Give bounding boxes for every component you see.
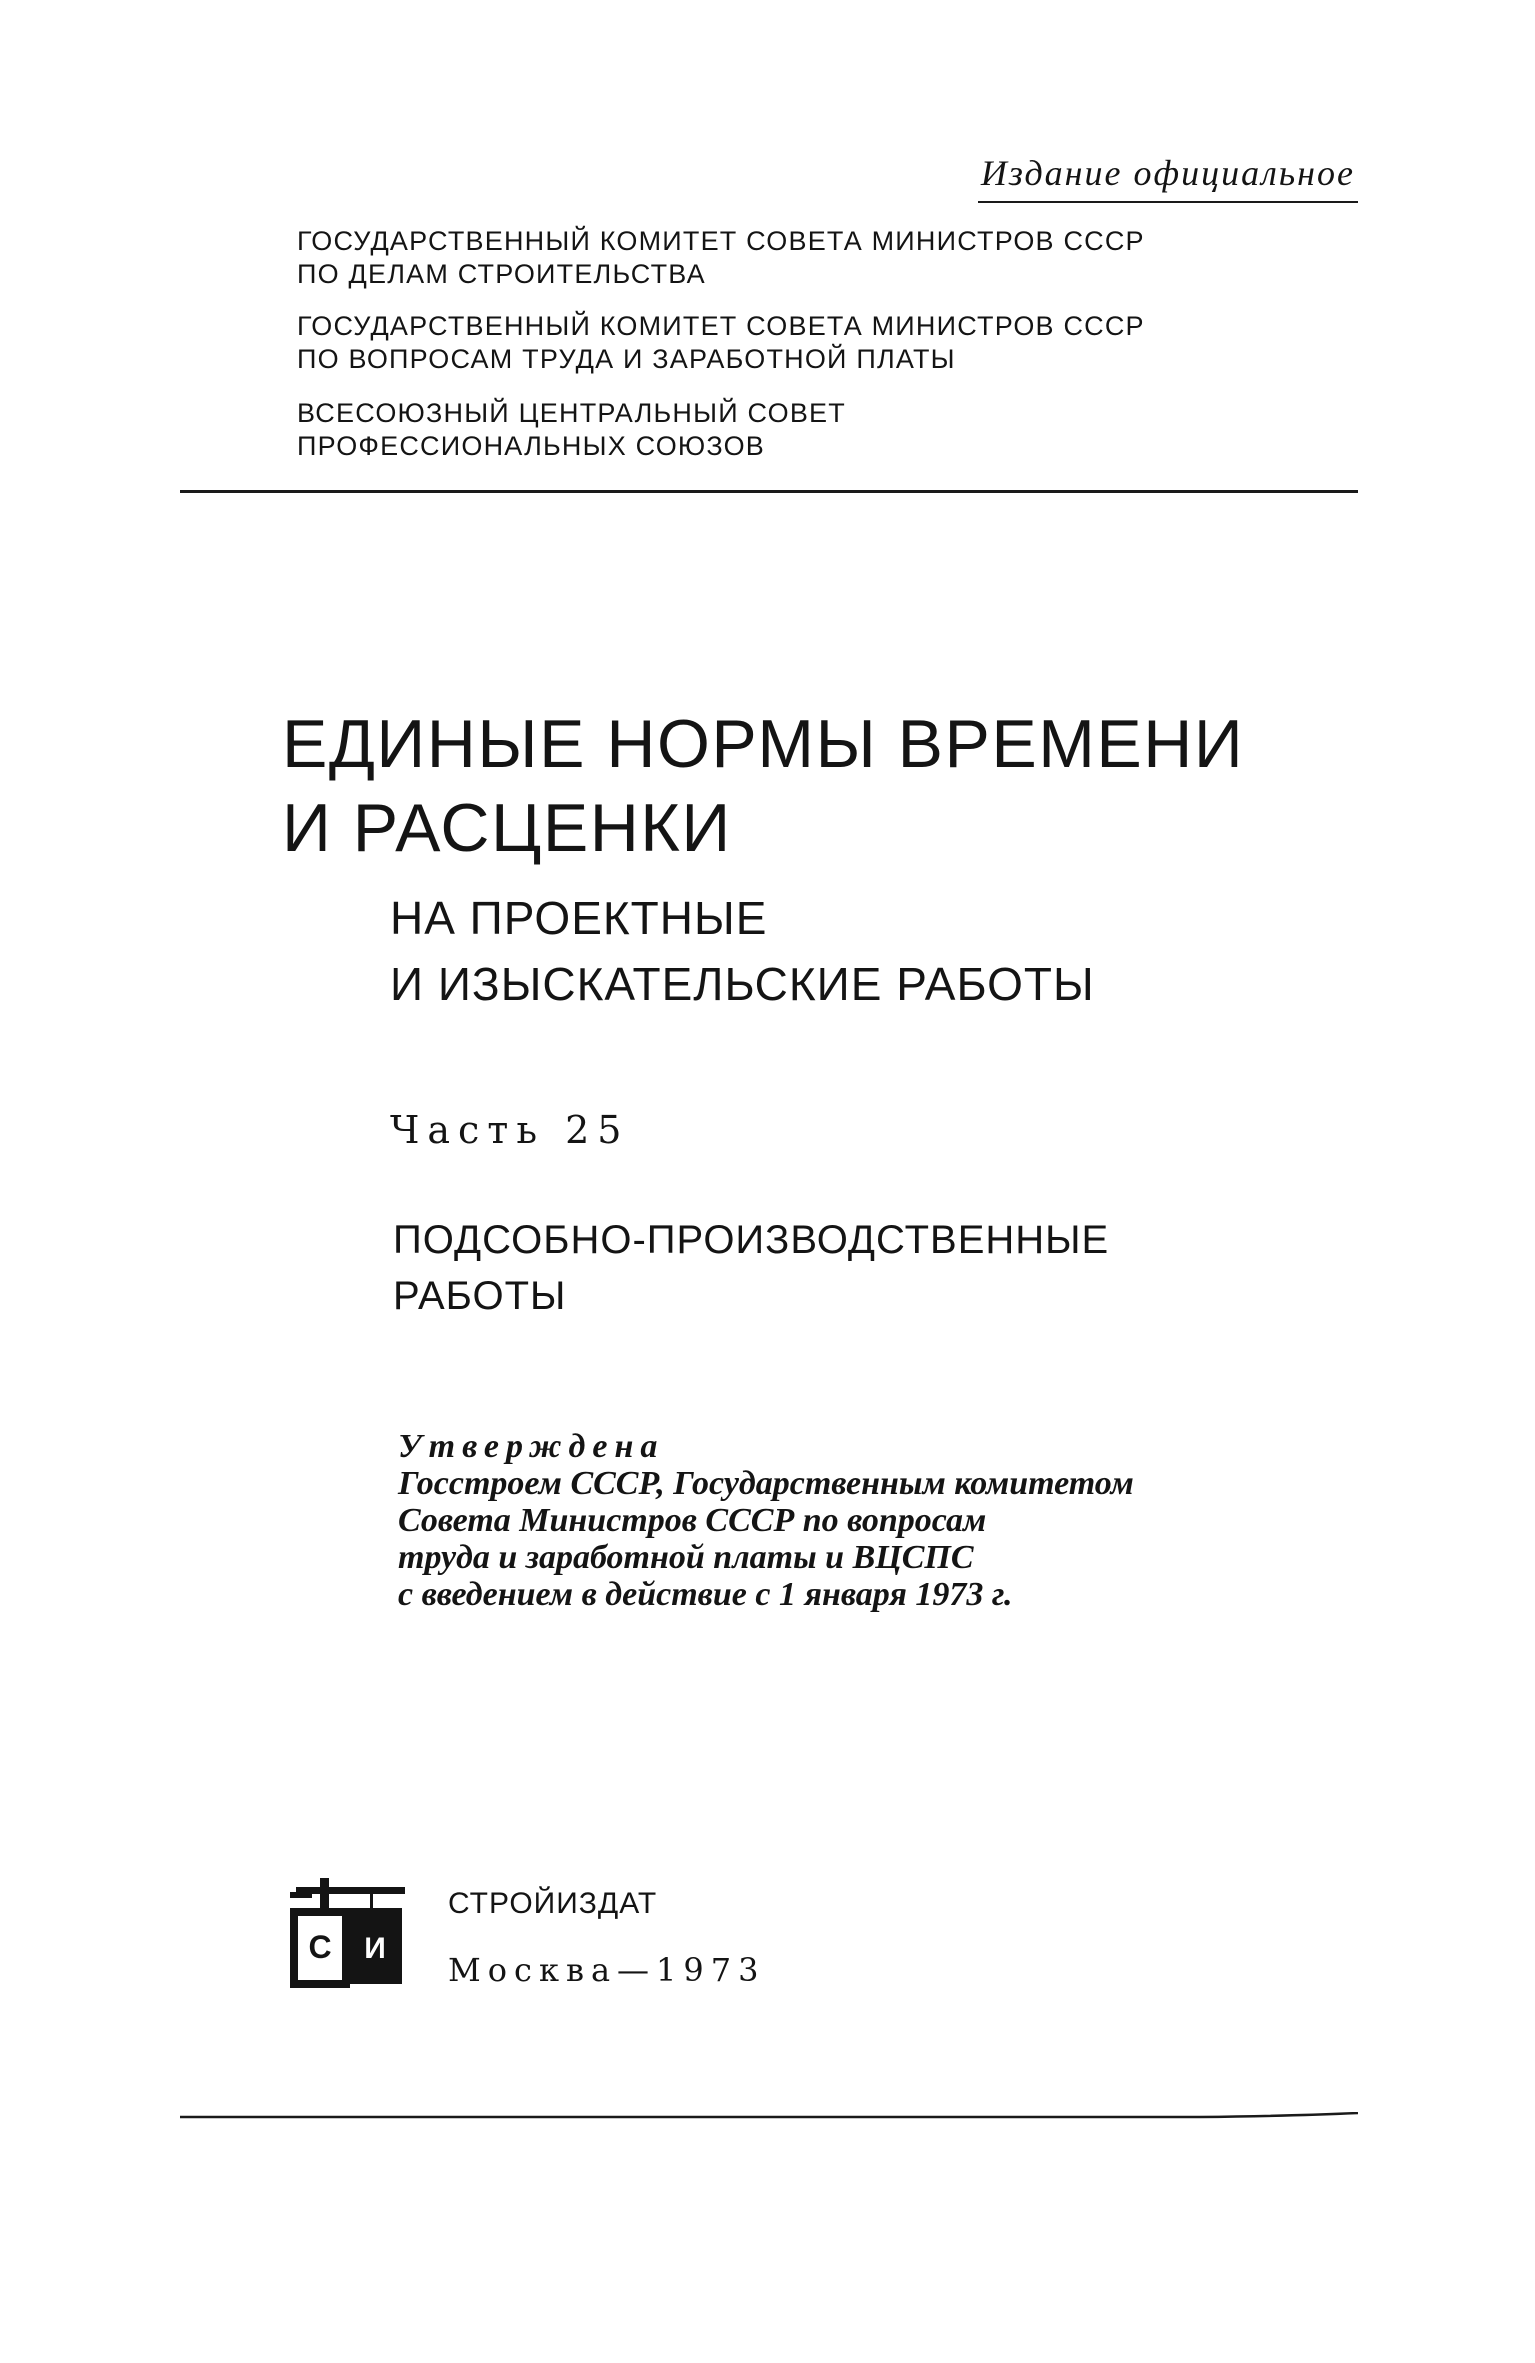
edition-underline xyxy=(978,201,1358,203)
footer-divider xyxy=(180,2112,1358,2120)
section-title-line-2: РАБОТЫ xyxy=(393,1274,567,1318)
approval-block xyxy=(398,1428,1134,1613)
svg-text:И: И xyxy=(364,1932,386,1965)
document-title-line-1: ЕДИНЫЕ НОРМЫ ВРЕМЕНИ xyxy=(282,706,1245,782)
document-subtitle-line-1: НА ПРОЕКТНЫЕ xyxy=(390,892,768,944)
approval-line-2: Совета Министров СССР по вопросам xyxy=(398,1502,987,1539)
publisher-name: СТРОЙИЗДАТ xyxy=(448,1887,658,1920)
organization-3-line-2: ПРОФЕССИОНАЛЬНЫХ СОЮЗОВ xyxy=(297,431,766,461)
header-divider xyxy=(180,490,1358,493)
section-title xyxy=(393,1212,1109,1324)
svg-text:С: С xyxy=(308,1929,332,1965)
edition-label: Издание официальное xyxy=(980,153,1355,193)
document-title xyxy=(282,702,1244,870)
stroyizdat-logo-icon xyxy=(290,1878,405,1988)
organization-2 xyxy=(297,310,1145,376)
document-subtitle-line-2: И ИЗЫСКАТЕЛЬСКИЕ РАБОТЫ xyxy=(390,958,1095,1010)
document-title-line-2: И РАСЦЕНКИ xyxy=(282,790,732,866)
approval-line-4: с введением в действие с 1 января 1973 г. xyxy=(398,1576,1013,1613)
publication-city-year: Москва—1973 xyxy=(448,1951,766,1989)
organization-3-line-1: ВСЕСОЮЗНЫЙ ЦЕНТРАЛЬНЫЙ СОВЕТ xyxy=(297,398,846,428)
organization-1 xyxy=(297,225,1145,291)
part-number: Часть 25 xyxy=(390,1108,630,1152)
document-subtitle xyxy=(390,885,1095,1017)
approval-heading: Утверждена xyxy=(398,1428,665,1465)
organization-1-line-1: ГОСУДАРСТВЕННЫЙ КОМИТЕТ СОВЕТА МИНИСТРОВ СССР xyxy=(297,226,1145,256)
organization-2-line-2: ПО ВОПРОСАМ ТРУДА И ЗАРАБОТНОЙ ПЛАТЫ xyxy=(297,344,956,374)
section-title-line-1: ПОДСОБНО-ПРОИЗВОДСТВЕННЫЕ xyxy=(393,1218,1110,1262)
approval-line-3: труда и заработной платы и ВЦСПС xyxy=(398,1539,974,1576)
organization-1-line-2: ПО ДЕЛАМ СТРОИТЕЛЬСТВА xyxy=(297,259,706,289)
approval-line-1: Госстроем СССР, Государственным комитетом xyxy=(398,1465,1134,1502)
organization-3 xyxy=(297,397,846,463)
organization-2-line-1: ГОСУДАРСТВЕННЫЙ КОМИТЕТ СОВЕТА МИНИСТРОВ СССР xyxy=(297,311,1145,341)
